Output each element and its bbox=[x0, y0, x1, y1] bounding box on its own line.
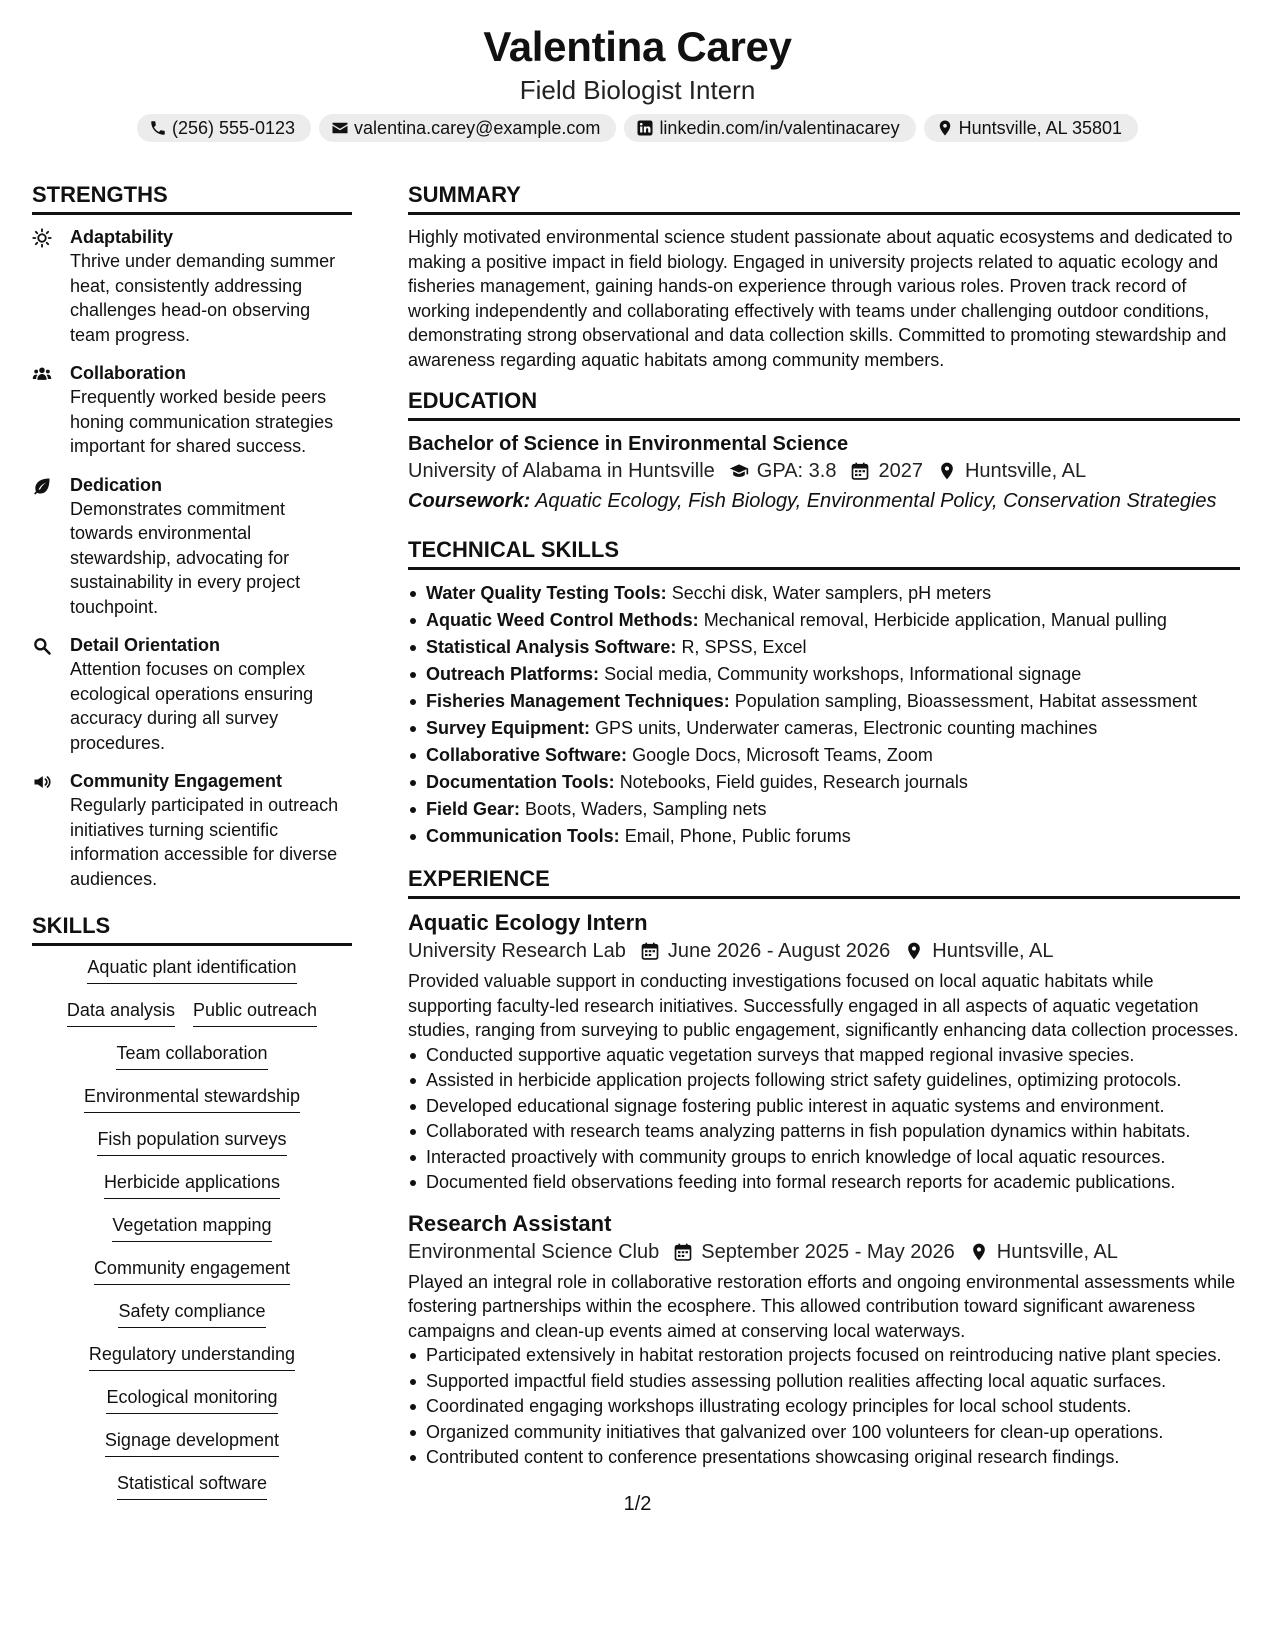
search-icon bbox=[32, 636, 52, 656]
skill-tag: Ecological monitoring bbox=[106, 1386, 277, 1414]
skill-tag: Aquatic plant identification bbox=[87, 956, 296, 984]
school-location: Huntsville, AL bbox=[964, 460, 1087, 482]
job-entry bbox=[408, 909, 1240, 1196]
list-item: Interacted proactively with community groups to enrich knowledge of local aquatic resources. bbox=[426, 1145, 1240, 1171]
strength-title: Community Engagement bbox=[70, 771, 283, 791]
strength-desc: Demonstrates commitment towards environmental stewardship, advocating for sustainability in every project touchpoint. bbox=[70, 498, 301, 617]
contact-bar bbox=[0, 114, 1275, 142]
technical-skills-heading: TECHNICAL SKILLS bbox=[408, 537, 1240, 570]
tech-label: Field Gear: bbox=[426, 799, 521, 819]
tech-label: Outreach Platforms: bbox=[426, 664, 600, 684]
strengths-heading: STRENGTHS bbox=[32, 182, 352, 215]
linkedin-text: linkedin.com/in/valentinacarey bbox=[659, 118, 900, 138]
list-item: Contributed content to conference presentations showcasing original research findings. bbox=[426, 1445, 1240, 1471]
tech-value: Secchi disk, Water samplers, pH meters bbox=[671, 583, 992, 603]
job-meta bbox=[408, 1238, 1240, 1266]
leaf-icon bbox=[32, 476, 52, 496]
job-title: Research Assistant bbox=[408, 1210, 612, 1236]
tech-label: Fisheries Management Techniques: bbox=[426, 691, 730, 711]
users-icon bbox=[32, 364, 52, 384]
list-item: Participated extensively in habitat restoration projects focused on reintroducing native plant species. bbox=[426, 1343, 1240, 1369]
list-item: Collaborated with research teams analyzing patterns in fish population dynamics within habitats. bbox=[426, 1119, 1240, 1145]
job-org: University Research Lab bbox=[408, 940, 626, 962]
graduation-cap-icon bbox=[729, 461, 749, 481]
candidate-role: Field Biologist Intern bbox=[519, 75, 756, 105]
email-text: valentina.carey@example.com bbox=[354, 118, 601, 138]
strength-item bbox=[32, 769, 352, 891]
summary-heading: SUMMARY bbox=[408, 182, 1240, 215]
tech-label: Survey Equipment: bbox=[426, 718, 591, 738]
list-item bbox=[426, 580, 1240, 607]
right-column bbox=[408, 182, 1240, 1471]
list-item: Conducted supportive aquatic vegetation surveys that mapped regional invasive species. bbox=[426, 1043, 1240, 1069]
skill-tag: Herbicide applications bbox=[104, 1171, 280, 1199]
calendar-icon bbox=[850, 461, 870, 481]
coursework-text: Aquatic Ecology, Fish Biology, Environmental Policy, Conservation Strategies bbox=[535, 490, 1217, 512]
job-description: Played an integral role in collaborative restoration efforts and ongoing environmental assessments while fostering partnerships within the ecosphere. This allowed contribution toward significant awareness campaigns and clean-up events aimed at conserving local waterways. bbox=[408, 1271, 1236, 1341]
list-item bbox=[426, 634, 1240, 661]
left-column bbox=[32, 182, 352, 1515]
tech-value: Boots, Waders, Sampling nets bbox=[525, 799, 767, 819]
megaphone-icon bbox=[32, 772, 52, 792]
skill-tag: Safety compliance bbox=[118, 1300, 265, 1328]
map-pin-icon bbox=[904, 941, 924, 961]
skill-tag: Environmental stewardship bbox=[84, 1085, 300, 1113]
phone-pill[interactable] bbox=[137, 114, 311, 142]
list-item bbox=[426, 715, 1240, 742]
list-item: Coordinated engaging workshops illustrating ecology principles for local school students. bbox=[426, 1394, 1240, 1420]
skill-tag: Public outreach bbox=[193, 999, 317, 1027]
experience-heading: EXPERIENCE bbox=[408, 866, 1240, 899]
job-meta bbox=[408, 937, 1240, 965]
map-pin-icon bbox=[937, 461, 957, 481]
skill-tag: Team collaboration bbox=[116, 1042, 267, 1070]
gpa-text: GPA: 3.8 bbox=[756, 460, 837, 482]
skill-tag: Fish population surveys bbox=[97, 1128, 286, 1156]
tech-value: GPS units, Underwater cameras, Electronic counting machines bbox=[595, 718, 1098, 738]
location-pill bbox=[924, 114, 1138, 142]
list-item: Assisted in herbicide application projects following strict safety guidelines, optimizing protocols. bbox=[426, 1068, 1240, 1094]
linkedin-icon bbox=[636, 119, 654, 137]
education-heading: EDUCATION bbox=[408, 388, 1240, 421]
resume-header bbox=[0, 0, 1275, 142]
email-pill[interactable] bbox=[319, 114, 616, 142]
calendar-icon bbox=[673, 1242, 693, 1262]
tech-value: Mechanical removal, Herbicide application, Manual pulling bbox=[703, 610, 1167, 630]
map-pin-icon bbox=[936, 119, 954, 137]
skill-tag: Community engagement bbox=[94, 1257, 290, 1285]
strength-desc: Thrive under demanding summer heat, consistently addressing challenges head-on observing team progress. bbox=[70, 251, 336, 345]
strength-item bbox=[32, 225, 352, 347]
job-dates: September 2025 - May 2026 bbox=[701, 1240, 955, 1263]
technical-skills-list bbox=[408, 580, 1240, 850]
strength-desc: Regularly participated in outreach initiatives turning scientific information accessible for diverse audiences. bbox=[70, 795, 339, 889]
list-item bbox=[426, 796, 1240, 823]
graduation-year: 2027 bbox=[878, 460, 923, 482]
degree-title: Bachelor of Science in Environmental Science bbox=[408, 433, 849, 455]
strength-item bbox=[32, 633, 352, 755]
list-item: Organized community initiatives that galvanized over 100 volunteers for clean-up operations. bbox=[426, 1420, 1240, 1446]
job-description: Provided valuable support in conducting investigations focused on local aquatic habitats while supporting faculty-led research initiatives. Successfully engaged in all aspects of aquatic vegetation studies, ranging from surveying to public engagement, significantly enhancing data collection processes. bbox=[408, 971, 1239, 1040]
list-item: Developed educational signage fostering public interest in aquatic systems and environment. bbox=[426, 1094, 1240, 1120]
list-item bbox=[426, 661, 1240, 688]
strength-title: Detail Orientation bbox=[70, 635, 221, 655]
tech-label: Communication Tools: bbox=[426, 826, 620, 846]
tech-value: Notebooks, Field guides, Research journals bbox=[619, 772, 968, 792]
strength-desc: Frequently worked beside peers honing communication strategies important for shared success. bbox=[70, 387, 334, 456]
skills-heading: SKILLS bbox=[32, 913, 352, 946]
list-item bbox=[426, 769, 1240, 796]
strength-item bbox=[32, 473, 352, 620]
location-text: Huntsville, AL 35801 bbox=[958, 118, 1123, 138]
page-number: 1/2 bbox=[623, 1493, 652, 1515]
candidate-name: Valentina Carey bbox=[483, 23, 792, 70]
envelope-icon bbox=[331, 119, 349, 137]
tech-label: Statistical Analysis Software: bbox=[426, 637, 677, 657]
skill-tag: Data analysis bbox=[67, 999, 175, 1027]
tech-label: Water Quality Testing Tools: bbox=[426, 583, 667, 603]
tech-label: Aquatic Weed Control Methods: bbox=[426, 610, 699, 630]
list-item bbox=[426, 823, 1240, 850]
tech-label: Documentation Tools: bbox=[426, 772, 615, 792]
map-pin-icon bbox=[969, 1242, 989, 1262]
tech-value: R, SPSS, Excel bbox=[681, 637, 807, 657]
coursework-line bbox=[408, 487, 1240, 515]
skill-tag: Vegetation mapping bbox=[112, 1214, 271, 1242]
strength-title: Adaptability bbox=[70, 227, 174, 247]
list-item bbox=[426, 688, 1240, 715]
skills-list bbox=[32, 956, 352, 1500]
strength-title: Collaboration bbox=[70, 363, 186, 383]
strength-title: Dedication bbox=[70, 474, 163, 495]
list-item bbox=[426, 607, 1240, 634]
school-name: University of Alabama in Huntsville bbox=[408, 460, 715, 482]
phone-icon bbox=[149, 119, 167, 137]
job-location: Huntsville, AL bbox=[932, 940, 1054, 962]
list-item: Documented field observations feeding into formal research reports for academic publications. bbox=[426, 1170, 1240, 1196]
coursework-label: Coursework: bbox=[408, 490, 531, 512]
tech-value: Google Docs, Microsoft Teams, Zoom bbox=[632, 745, 933, 765]
summary-text: Highly motivated environmental science student passionate about aquatic ecosystems and dedicated to making a positive impact in field biology. Engaged in university projects related to aquatic ecology and fisheries management, gaining hands-on experience through various roles. Proven track record of working independently and collaborating effectively with teams under challenging outdoor conditions, demonstrating strong observational and data collection skills. Committed to promoting stewardship and awareness regarding aquatic habitats among community members. bbox=[408, 227, 1233, 370]
strength-desc: Attention focuses on complex ecological operations ensuring accuracy during all survey procedures. bbox=[70, 659, 314, 753]
linkedin-pill[interactable] bbox=[624, 114, 915, 142]
job-bullets bbox=[408, 1043, 1240, 1196]
job-entry bbox=[408, 1210, 1240, 1471]
list-item bbox=[426, 742, 1240, 769]
tech-value: Population sampling, Bioassessment, Habitat assessment bbox=[734, 691, 1197, 711]
job-title: Aquatic Ecology Intern bbox=[408, 910, 648, 935]
job-location: Huntsville, AL bbox=[996, 1240, 1118, 1263]
skill-tag: Statistical software bbox=[117, 1472, 267, 1500]
job-dates: June 2026 - August 2026 bbox=[667, 940, 891, 962]
job-org: Environmental Science Club bbox=[408, 1240, 660, 1263]
job-bullets bbox=[408, 1343, 1240, 1471]
tech-value: Email, Phone, Public forums bbox=[624, 826, 851, 846]
sun-icon bbox=[32, 228, 52, 248]
skill-tag: Regulatory understanding bbox=[89, 1343, 295, 1371]
skill-tag: Signage development bbox=[105, 1429, 279, 1457]
phone-text: (256) 555-0123 bbox=[171, 118, 296, 138]
strength-item bbox=[32, 361, 352, 459]
list-item: Supported impactful field studies assessing pollution realities affecting local aquatic surfaces. bbox=[426, 1369, 1240, 1395]
calendar-icon bbox=[640, 941, 660, 961]
tech-label: Collaborative Software: bbox=[426, 745, 628, 765]
tech-value: Social media, Community workshops, Informational signage bbox=[604, 664, 1082, 684]
education-meta bbox=[408, 457, 1240, 485]
